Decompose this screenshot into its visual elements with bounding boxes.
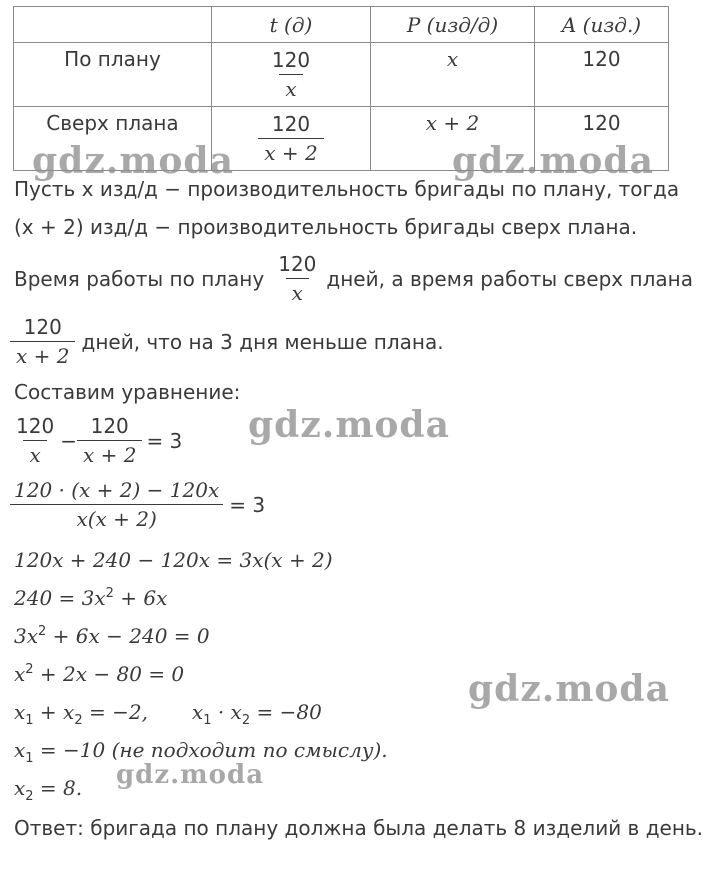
compose-equation-line: Составим уравнение: (14, 380, 241, 404)
time-plan-text: Время работы по плану (14, 266, 265, 291)
table-row (14, 43, 669, 107)
fraction-denominator: x (23, 440, 46, 467)
equation-fraction-b (77, 414, 142, 467)
root-1-text: = −10 (не подходит по смыслу). (33, 738, 388, 762)
subscript: 1 (25, 713, 34, 728)
equation-5 (14, 624, 210, 648)
equals-three: = 3 (229, 492, 266, 517)
exponent: 2 (105, 586, 114, 601)
watermark: gdz.moda (452, 140, 654, 182)
watermark: gdz.moda (248, 404, 450, 446)
time-cell (212, 43, 371, 107)
equals-three: = 3 (146, 428, 183, 453)
fraction-denominator: x (286, 278, 309, 305)
table-header-cell (14, 7, 212, 43)
exponent: 2 (38, 624, 47, 639)
fraction-numerator: 120 (271, 112, 311, 136)
table-header-cell: P (изд/д) (371, 7, 535, 43)
subscript: 2 (74, 713, 83, 728)
time-plan-line (14, 252, 693, 305)
eq4-right: + 6x (113, 586, 168, 610)
eq6-right: + 2x − 80 = 0 (33, 662, 185, 686)
watermark: gdz.moda (116, 760, 265, 790)
x-var: x (14, 738, 26, 762)
fraction-denominator: x + 2 (77, 440, 142, 467)
watermark: gdz.moda (32, 140, 234, 182)
watermark: gdz.moda (468, 668, 670, 710)
table-header-cell: A (изд.) (535, 7, 669, 43)
fraction-denominator: x(x + 2) (10, 504, 223, 531)
combined-fraction (10, 478, 223, 531)
eq4-left: 240 = 3x (14, 586, 106, 610)
time-fraction (266, 48, 316, 101)
amount-cell: 120 (535, 43, 669, 107)
subscript: 2 (25, 789, 34, 804)
time-over-fraction (10, 315, 75, 368)
time-fraction (258, 112, 323, 165)
exponent: 2 (25, 662, 34, 677)
table-header-row (14, 7, 669, 43)
amount-cell: 120 (535, 107, 669, 171)
rate-cell: x + 2 (371, 107, 535, 171)
vieta-line (14, 700, 322, 728)
fraction-numerator: 120 (278, 252, 317, 276)
subscript: 1 (203, 713, 212, 728)
fraction-numerator: 120 (23, 315, 62, 339)
eq5-left: 3x (14, 624, 39, 648)
equation-2 (10, 478, 265, 531)
equation-3: 120x + 240 − 120x = 3x(x + 2) (14, 548, 333, 572)
row-label: Сверх плана (14, 107, 212, 171)
time-over-text: дней, а время работы сверх плана (326, 266, 693, 291)
intro-line-1: Пусть x изд/д − производительность бригады по плану, тогда (14, 177, 680, 201)
fraction-denominator: x + 2 (10, 341, 75, 368)
equation-6 (14, 662, 184, 686)
root-2-text: = 8. (33, 776, 83, 800)
row-label: По плану (14, 43, 212, 107)
fraction-numerator: 120 (271, 48, 311, 72)
fraction-denominator: x (279, 74, 302, 101)
product-value: = −80 (250, 700, 322, 724)
eq6-left: x (14, 662, 26, 686)
subscript: 1 (25, 751, 34, 766)
time-over-tail: дней, что на 3 дня меньше плана. (81, 329, 444, 354)
equation-1 (10, 414, 182, 467)
time-plan-fraction (272, 252, 322, 305)
answer-line: Ответ: бригада по плану должна была делать 8 изделий в день. (14, 816, 703, 840)
sum-value: = −2, (82, 700, 148, 724)
times-x: · x (211, 700, 242, 724)
equation-4 (14, 586, 167, 610)
root-2 (14, 776, 82, 804)
table-header-cell: t (д) (212, 7, 371, 43)
time-over-line (10, 315, 444, 368)
x-var: x (14, 700, 26, 724)
fraction-numerator: 120 (16, 414, 55, 438)
intro-line-2: (x + 2) изд/д − производительность бригады сверх плана. (14, 215, 638, 239)
minus-sign: − (60, 428, 77, 453)
rate-cell: x (371, 43, 535, 107)
plus-x: + x (33, 700, 75, 724)
x-var: x (191, 700, 204, 724)
equation-fraction-a (10, 414, 60, 467)
fraction-denominator: x + 2 (258, 138, 323, 165)
fraction-numerator: 120 (90, 414, 129, 438)
x-var: x (14, 776, 26, 800)
fraction-numerator: 120 · (x + 2) − 120x (14, 478, 220, 502)
time-cell (212, 107, 371, 171)
eq5-right: + 6x − 240 = 0 (46, 624, 210, 648)
subscript: 2 (241, 713, 251, 728)
